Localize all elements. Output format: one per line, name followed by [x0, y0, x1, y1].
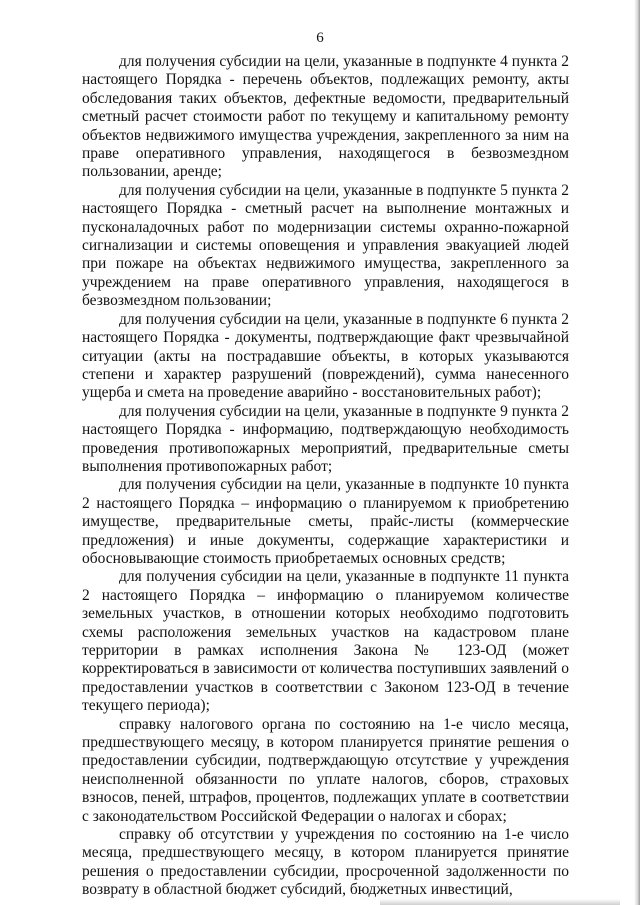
scan-shadow-right — [634, 0, 640, 905]
paragraph-subitem-5: для получения субсидии на цели, указанные в подпункте 5 пункта 2 настоящего Порядка - сметный расчет на выполнение монтажных и пусконаладочных работ по модернизации системы охранно-пожарной сигнализации и системы оповещения и управления эвакуацией людей при пожаре на объектах недвижимого имущества, закрепленного за учреждением на праве оперативного управления, находящегося в безвозмездном пользовании; — [82, 181, 569, 310]
paragraph-subitem-10: для получения субсидии на цели, указанные в подпункте 10 пункта 2 настоящего Порядка – информацию о планируемом к приобретению имуществе, предварительные сметы, прайс-листы (коммерческие предложения) и иные документы, содержащие характеристики и обосновывающие стоимость приобретаемых основных средств; — [82, 476, 569, 567]
document-body — [82, 53, 569, 900]
scan-shadow-bottom — [380, 899, 620, 905]
paragraph-subitem-11: для получения субсидии на цели, указанные в подпункте 11 пункта 2 настоящего Порядка – информацию о планируемом количестве земельных участков, в отношении которых необходимо подготовить схемы расположения земельных участков на кадастровом плане территории в рамках исполнения Закона № 123-ОД (может корректироваться в зависимости от количества поступивших заявлений о предоставлении участков в соответствии с Законом 123-ОД в течение текущего периода); — [82, 568, 569, 715]
page-number: 6 — [316, 30, 324, 46]
paragraph-subitem-4: для получения субсидии на цели, указанные в подпункте 4 пункта 2 настоящего Порядка - перечень объектов, подлежащих ремонту, акты обследования таких объектов, дефектные ведомости, предварительный сметный расчет стоимости работ по текущему и капитальному ремонту объектов недвижимого имущества учреждения, закрепленного за ним на праве оперативного управления, находящегося в безвозмездном пользовании, аренде; — [82, 53, 569, 181]
paragraph-tax-certificate: справку налогового органа по состоянию на 1-е число месяца, предшествующего месяцу, в котором планируется принятие решения о предоставлении субсидии, подтверждающую отсутствие у учреждения неисполненной обязанности по уплате налогов, сборов, страховых взносов, пеней, штрафов, процентов, подлежащих уплате в соответствии с законодательством Российской Федерации о налогах и сборах; — [82, 715, 569, 825]
paragraph-subitem-6: для получения субсидии на цели, указанные в подпункте 6 пункта 2 настоящего Порядка - документы, подтверждающие факт чрезвычайной ситуации (акты на пострадавшие объекты, в которых указываются степени и характер разрушений (повреждений), сумма нанесенного ущерба и смета на проведение аварийно - восстановительных работ); — [82, 310, 569, 402]
paragraph-debt-certificate: справку об отсутствии у учреждения по состоянию на 1-е число месяца, предшествующего месяцу, в котором планируется принятие решения о предоставлении субсидии, просроченной задолженности по возврату в областной бюджет субсидий, бюджетных инвестиций, — [82, 826, 569, 899]
paragraph-subitem-9: для получения субсидии на цели, указанные в подпункте 9 пункта 2 настоящего Порядка - информацию, подтверждающую необходимость проведения противопожарных мероприятий, предварительные сметы выполнения противопожарных работ; — [82, 402, 569, 475]
